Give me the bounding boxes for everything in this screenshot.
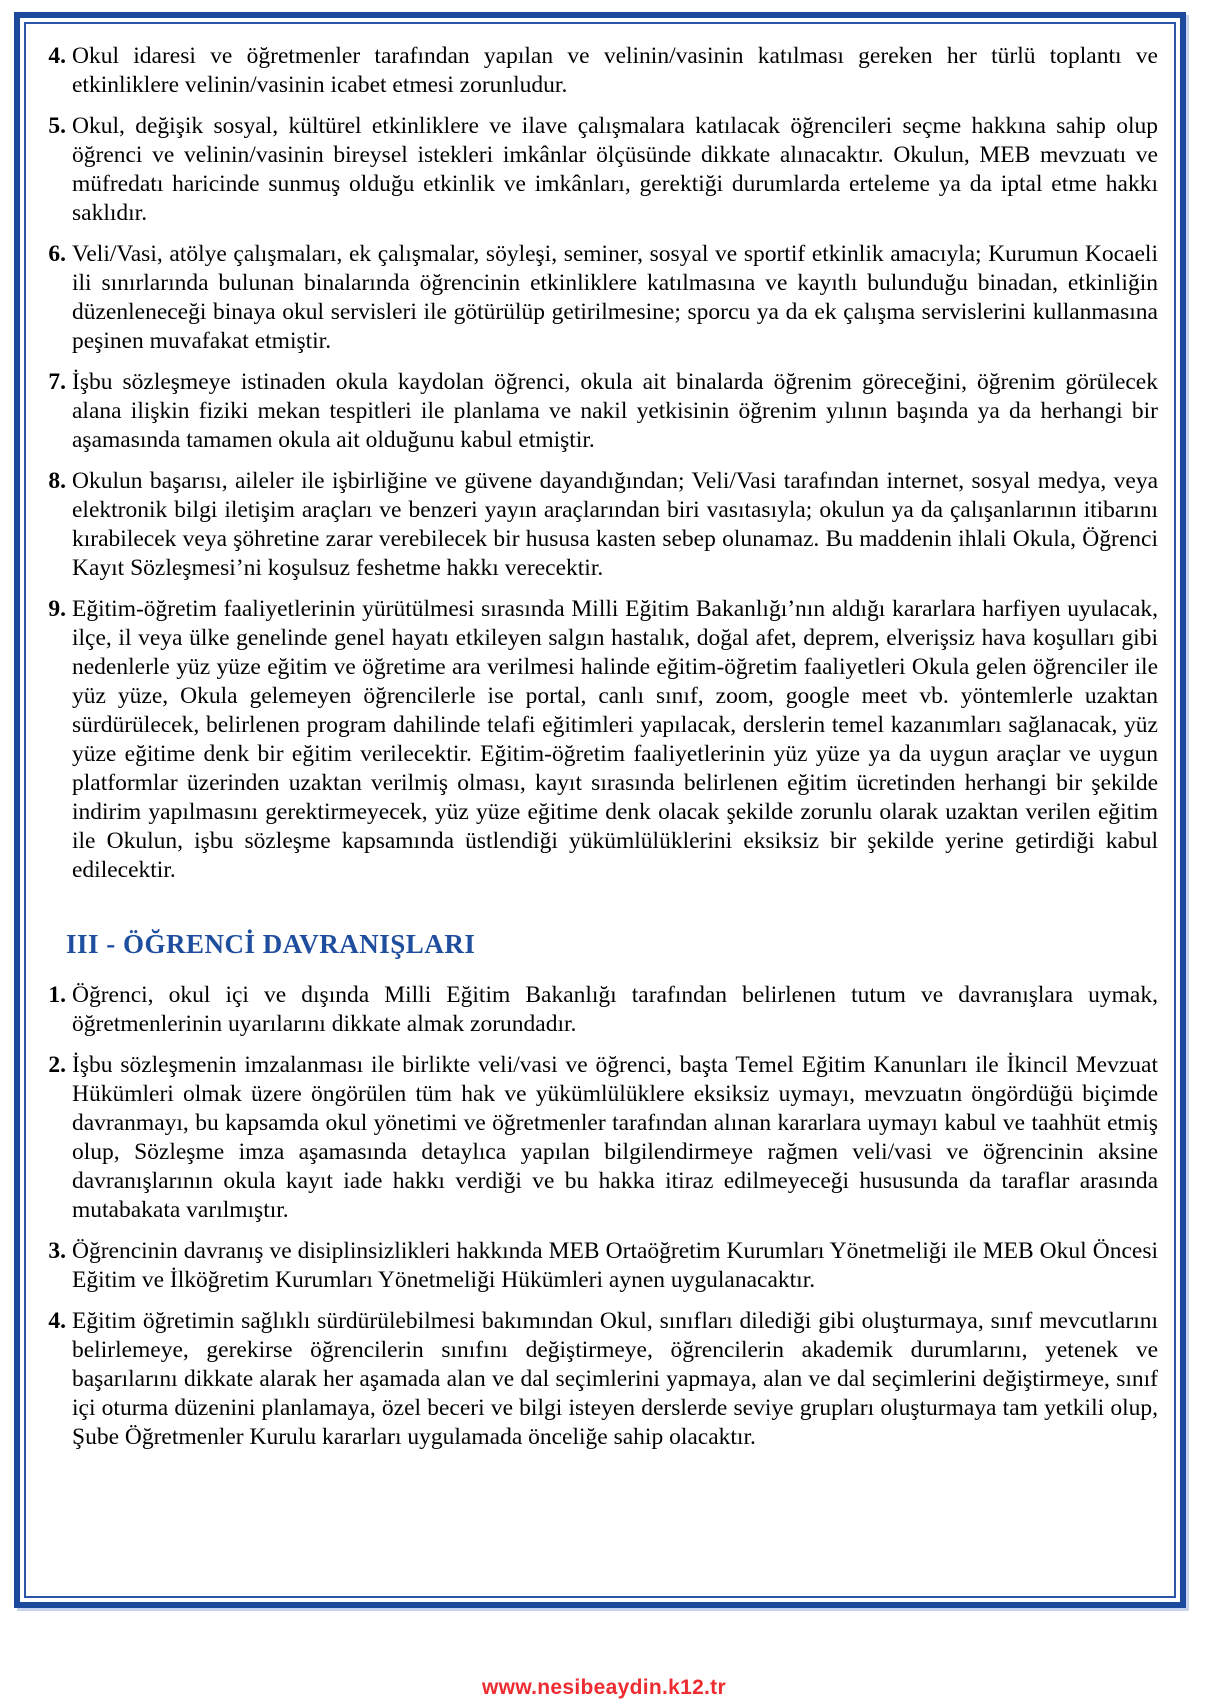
clause-text: Öğrenci, okul içi ve dışında Milli Eğitim Bakanlığı tarafından belirlenen tutum ve davranışlara uymak, öğretmenlerinin uyarılarını dikkate almak zorundadır.	[72, 982, 1158, 1037]
clause-text: Okul, değişik sosyal, kültürel etkinliklere ve ilave çalışmalara katılacak öğrencileri seçme hakkına sahip olup öğrenci ve velinin/vasinin bireysel istekleri imkânlar ölçüsünde dikkate alınacaktır. Okulun, MEB mevzuatı ve müfredatı haricinde sunmuş olduğu etkinlik ve imkânları, gerektiği durumlarda erteleme ya da iptal etme hakkı saklıdır.	[72, 113, 1158, 226]
clause-item	[40, 1051, 1158, 1225]
footer-website-url: www.nesibeaydin.k12.tr	[482, 1676, 726, 1699]
clause-text: Eğitim-öğretim faaliyetlerinin yürütülmesi sırasında Milli Eğitim Bakanlığı’nın aldığı kararlara harfiyen uyulacak, ilçe, il veya ülke genelinde genel hayatı etkileyen salgın hastalık, doğal afet, deprem, elverişsiz hava koşulları gibi nedenlerle yüz yüze eğitim ve öğretime ara verilmesi halinde eğitim-öğretim faaliyetleri Okula gelen öğrenciler ile yüz yüze, Okula gelemeyen öğrencilerle ise portal, canlı sınıf, zoom, google meet vb. yöntemlerle uzaktan sürdürülecek, belirlenen program dahilinde telafi eğitimleri yapılacak, derslerin temel kazanımları sağlanacak, yüz yüze eğitime denk bir eğitim verilecektir. Eğitim-öğretim faaliyetlerinin yüz yüze ya da uygun araçlar ve uygun platformlar üzerinden uzaktan verilmiş olması, kayıt sırasında belirlenen eğitim ücretinden herhangi bir şekilde indirim yapılmasını gerektirmeyecek, yüz yüze eğitime denk olacak şekilde zorunlu olarak uzaktan verilen eğitim ile Okulun, işbu sözleşme kapsamında üstlendiği yükümlülüklerini eksiksiz bir şekilde yerine getirdiği kabul edilecektir.	[72, 596, 1158, 883]
clause-text: İşbu sözleşmenin imzalanması ile birlikte veli/vasi ve öğrenci, başta Temel Eğitim Kanunları ile İkincil Mevzuat Hükümleri olmak üzere öngörülen tüm hak ve yükümlülüklere eksiksiz uymayı, mevzuatın öngördüğü biçimde davranmayı, bu kapsamda okul yönetimi ve öğretmenler tarafından alınan kararlara uymayı kabul ve taahhüt etmiş olup, Sözleşme imza aşamasında detaylıca yapılan bilgilendirmeye rağmen veli/vasi ve öğrencinin aksine davranışlarının okula kayıt iade hakkı verdiği ve bu hakka itiraz edilmeyeceği hususunda da taraflar arasında mutabakata varılmıştır.	[72, 1052, 1158, 1223]
clause-text: Veli/Vasi, atölye çalışmaları, ek çalışmalar, söyleşi, seminer, sosyal ve sportif etkinlik amacıyla; Kurumun Kocaeli ili sınırlarında bulunan binalarında öğrencinin etkinliklere katılmasına ve kayıtlı bulunduğu binadan, etkinliğin düzenleneceği binaya okul servisleri ile götürülüp getirilmesine; sporcu ya da ek çalışma servislerini kullanmasına peşinen muvafakat etmiştir.	[72, 241, 1158, 354]
clause-item	[40, 240, 1158, 356]
page-border	[14, 12, 1186, 1608]
clause-item	[40, 981, 1158, 1039]
clause-number: 4.	[48, 43, 66, 69]
clause-item	[40, 1307, 1158, 1452]
clause-number: 8.	[48, 468, 66, 494]
clause-number: 6.	[48, 241, 66, 267]
clause-item	[40, 467, 1158, 583]
section-heading: III - ÖĞRENCİ DAVRANIŞLARI	[66, 929, 476, 959]
clause-number: 2.	[48, 1052, 66, 1078]
general-terms-list	[40, 42, 1158, 885]
clause-number: 4.	[48, 1308, 66, 1334]
clause-text: İşbu sözleşmeye istinaden okula kaydolan öğrenci, okula ait binalarda öğrenim göreceğini, öğrenim görülecek alana ilişkin fiziki mekan tespitleri ile planlama ve nakil yetkisinin öğrenim yılının başında ya da herhangi bir aşamasında tamamen okula ait olduğunu kabul etmiştir.	[72, 369, 1158, 453]
clause-item	[40, 595, 1158, 885]
clause-text: Eğitim öğretimin sağlıklı sürdürülebilmesi bakımından Okul, sınıfları dilediği gibi oluşturmaya, sınıf mevcutlarını belirlemeye, gerekirse öğrencilerin sınıfını değiştirmeye, öğrencilerin akademik durumlarını, yetenek ve başarılarını dikkate alarak her aşamada alan ve dal seçimlerini yapmaya, alan ve dal seçimlerini değiştirmeye, sınıf içi oturma düzenini planlamaya, özel beceri ve bilgi isteyen derslerde seviye grupları oluşturmaya tam yetkili olup, Şube Öğretmenler Kurulu kararları uygulamada önceliğe sahip olacaktır.	[72, 1308, 1158, 1450]
page-border-inner	[24, 22, 1176, 1598]
clause-number: 5.	[48, 113, 66, 139]
behavior-rules-list	[40, 981, 1158, 1452]
clause-number: 9.	[48, 596, 66, 622]
clause-number: 7.	[48, 369, 66, 395]
clause-item	[40, 42, 1158, 100]
clause-number: 3.	[48, 1238, 66, 1264]
clause-number: 1.	[48, 982, 66, 1008]
clause-text: Okulun başarısı, aileler ile işbirliğine ve güvene dayandığından; Veli/Vasi tarafından internet, sosyal medya, veya elektronik bilgi iletişim araçları ve benzeri yayın araçlarından biri vasıtasıyla; okulun ya da çalışanlarının itibarını kırabilecek veya şöhretine zarar verebilecek bir hususa kasten sebep olunamaz. Bu maddenin ihlali Okula, Öğrenci Kayıt Sözleşmesi’ni koşulsuz feshetme hakkı verecektir.	[72, 468, 1158, 581]
clause-item	[40, 1237, 1158, 1295]
clause-item	[40, 112, 1158, 228]
clause-item	[40, 368, 1158, 455]
clause-text: Öğrencinin davranış ve disiplinsizlikleri hakkında MEB Ortaöğretim Kurumları Yönetmeliği ile MEB Okul Öncesi Eğitim ve İlköğretim Kurumları Yönetmeliği Hükümleri aynen uygulanacaktır.	[72, 1238, 1158, 1293]
clause-text: Okul idaresi ve öğretmenler tarafından yapılan ve velinin/vasinin katılması gereken her türlü toplantı ve etkinliklere velinin/vasinin icabet etmesi zorunludur.	[72, 43, 1158, 98]
